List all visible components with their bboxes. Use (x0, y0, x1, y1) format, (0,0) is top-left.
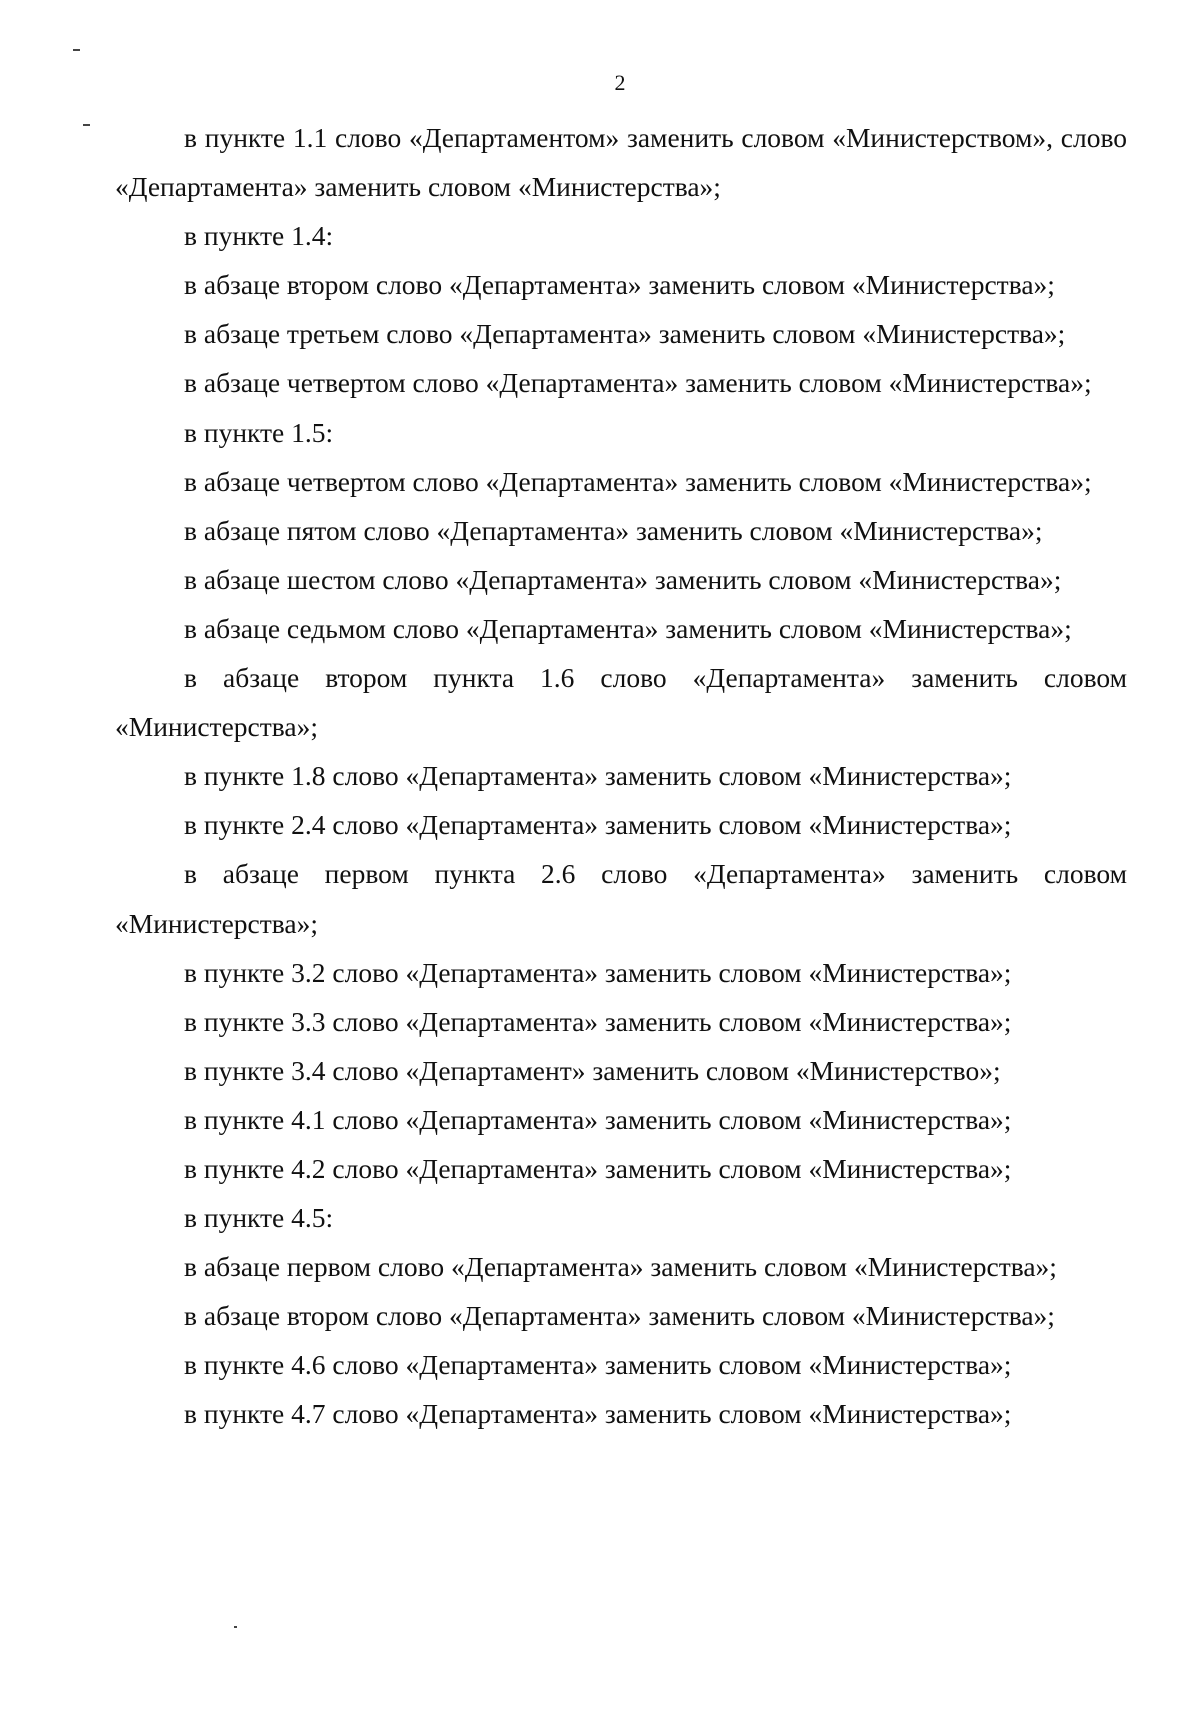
paragraph: в абзаце седьмом слово «Департамента» заменить словом «Министерства»; (184, 612, 1072, 644)
paragraph: в абзаце втором слово «Департамента» заменить словом «Министерства»; (184, 269, 1055, 301)
paragraph: в абзаце пятом слово «Департамента» заменить словом «Министерства»; (184, 514, 1043, 546)
paragraph: в пункте 2.4 слово «Департамента» заменить словом «Министерства»; (184, 809, 1012, 841)
paragraph: в пункте 3.2 слово «Департамента» заменить словом «Министерства»; (184, 956, 1012, 988)
paragraph: в пункте 3.3 слово «Департамента» заменить словом «Министерства»; (184, 1005, 1012, 1037)
scan-mark (73, 49, 80, 51)
paragraph: в пункте 4.7 слово «Департамента» заменить словом «Министерства»; (184, 1398, 1012, 1430)
paragraph: в пункте 4.6 слово «Департамента» заменить словом «Министерства»; (184, 1349, 1012, 1381)
paragraph: в пункте 1.8 слово «Департамента» заменить словом «Министерства»; (184, 760, 1012, 792)
paragraph: в абзаце первом пункта 2.6 слово «Департамента» заменить словом «Министерства»; (115, 858, 1127, 939)
paragraph: в абзаце шестом слово «Департамента» заменить словом «Министерства»; (184, 563, 1062, 595)
scan-mark (234, 1626, 237, 1628)
paragraph: в абзаце четвертом слово «Департамента» заменить словом «Министерства»; (184, 465, 1092, 497)
paragraph: в абзаце третьем слово «Департамента» заменить словом «Министерства»; (184, 318, 1066, 350)
paragraph: в пункте 1.5: (184, 416, 334, 448)
paragraph: в пункте 3.4 слово «Департамент» заменить словом «Министерство»; (184, 1054, 1001, 1086)
paragraph: в абзаце четвертом слово «Департамента» заменить словом «Министерства»; (184, 367, 1092, 399)
paragraph: в пункте 1.4: (184, 220, 334, 252)
paragraph: в абзаце первом слово «Департамента» заменить словом «Министерства»; (184, 1251, 1057, 1283)
paragraph: в пункте 4.1 слово «Департамента» заменить словом «Министерства»; (184, 1103, 1012, 1135)
paragraph: в пункте 1.1 слово «Департаментом» заменить словом «Министерством», слово «Департамента» заменить словом «Министерства»; (115, 122, 1127, 203)
paragraph: в абзаце втором слово «Департамента» заменить словом «Министерства»; (184, 1300, 1055, 1332)
page-number: 2 (614, 70, 626, 95)
scan-mark (83, 124, 90, 126)
paragraph: в пункте 4.5: (184, 1202, 334, 1234)
paragraph: в абзаце втором пункта 1.6 слово «Департамента» заменить словом «Министерства»; (115, 662, 1127, 743)
document-body (115, 113, 1127, 1439)
paragraph: в пункте 4.2 слово «Департамента» заменить словом «Министерства»; (184, 1152, 1012, 1184)
